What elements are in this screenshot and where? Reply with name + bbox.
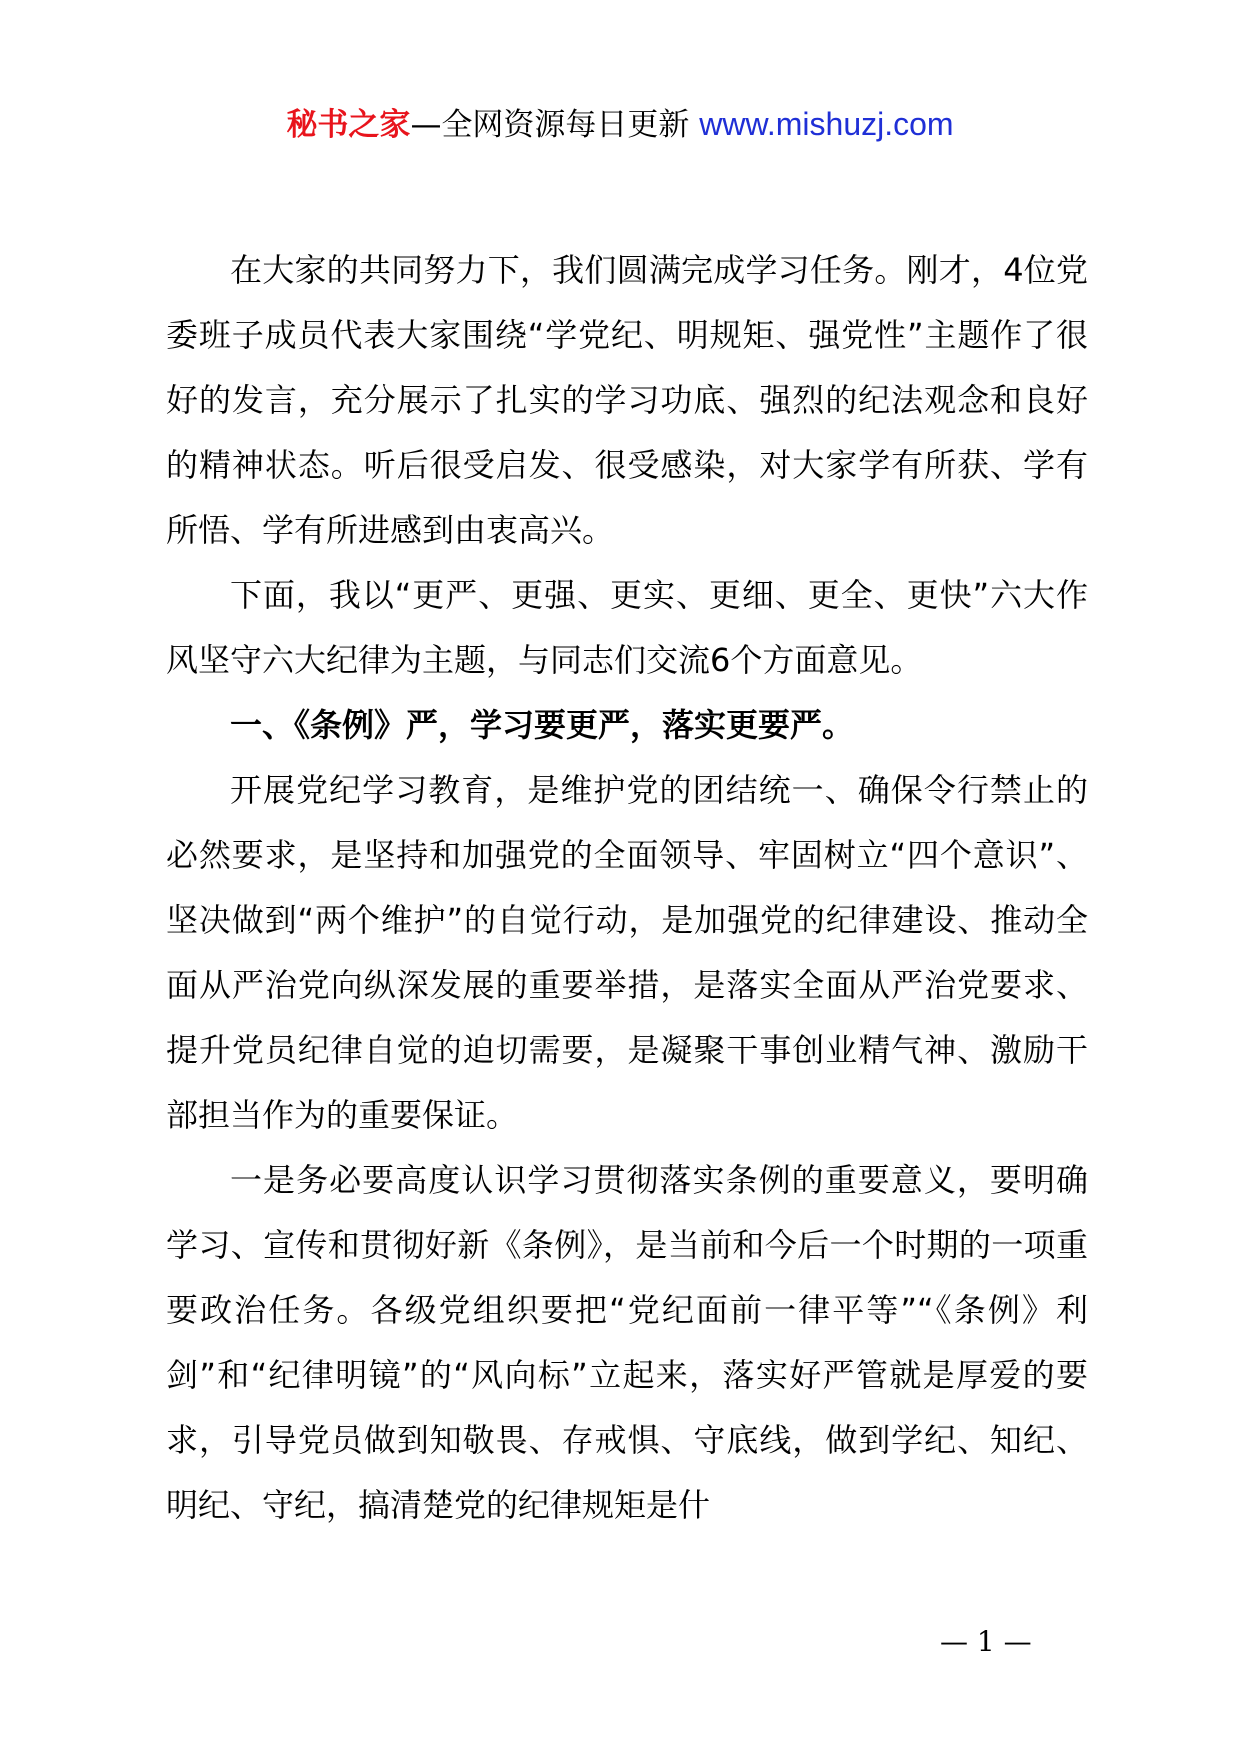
page-number: — 1 — — [940, 1625, 1032, 1658]
paragraph-intro: 在大家的共同努力下，我们圆满完成学习任务。刚才，4位党委班子成员代表大家围绕“学党纪、明规矩、强党性”主题作了很好的发言，充分展示了扎实的学习功底、强烈的纪法观念和良好的精神状态。听后很受启发、很受感染，对大家学有所获、学有所悟、学有所进感到由衷高兴。 — [166, 251, 1088, 549]
section-heading-1: 一、《条例》严，学习要更严，落实更要严。 — [230, 706, 855, 744]
site-header — [0, 102, 1240, 147]
site-url-link[interactable]: www.mishuzj.com — [699, 106, 954, 142]
header-tagline: —全网资源每日更新 — [410, 107, 700, 143]
paragraph-point-1: 一是务必要高度认识学习贯彻落实条例的重要意义，要明确学习、宣传和贯彻好新《条例》，是当前和今后一个时期的一项重要政治任务。各级党组织要把“党纪面前一律平等”“《条例》利剑”和“纪律明镜”的“风向标”立起来，落实好严管就是厚爱的要求，引导党员做到知敬畏、存戒惧、守底线，做到学纪、知纪、明纪、守纪，搞清楚党的纪律规矩是什 — [166, 1161, 1088, 1524]
paragraph-significance: 开展党纪学习教育，是维护党的团结统一、确保令行禁止的必然要求，是坚持和加强党的全面领导、牢固树立“四个意识”、坚决做到“两个维护”的自觉行动，是加强党的纪律建设、推动全面从严治党向纵深发展的重要举措，是落实全面从严治党要求、提升党员纪律自觉的迫切需要，是凝聚干事创业精气神、激励干部担当作为的重要保证。 — [166, 771, 1088, 1134]
document-body — [166, 238, 1088, 1538]
paragraph-topic: 下面，我以“更严、更强、更实、更细、更全、更快”六大作风坚守六大纪律为主题，与同志们交流6个方面意见。 — [166, 576, 1088, 679]
brand-name: 秘书之家 — [286, 107, 411, 143]
